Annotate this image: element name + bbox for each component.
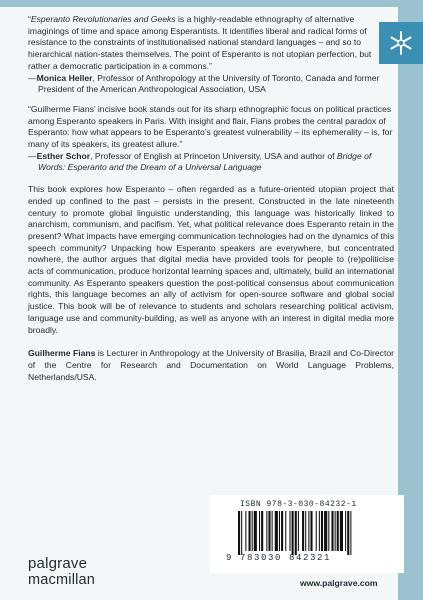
book-description: This book explores how Esperanto – often regarded as a future-oriented utopian project that ended up confined to the past – persists in the present. Constructed in the late nineteenth century to promote global linguistic understanding, this language was historically linked to anarchism, communism, and pacifism. Yet, what political relevance does Esperanto retain in the present? What impacts have emerging communication technologies had on the dynamics of this speech community? Unpacking how Esperanto speakers are everywhere, but concentrated nowhere, the author argues that digital media have provided tools for people to (re)politicise acts of communication, produce horizontal learning spaces and, ultimately, build an international community. As Esperanto speakers question the post-political consensus about communication rights, this language becomes an ally of activism for open-source software and global social justice. This book will be of relevance to students and scholars researching political activism, language use and community-building, as well as anyone with an interest in digital media more broadly. [28, 184, 394, 335]
dash: — [28, 72, 37, 83]
open-quote: “ [28, 14, 31, 24]
author-bio [28, 348, 394, 383]
endorsement-attribution [28, 151, 394, 174]
endorser-name: Esther Schor [36, 150, 91, 161]
top-color-bar [0, 0, 423, 7]
dash: — [28, 150, 37, 161]
endorsement-body: is a highly-readable ethnography of alternative imaginings of time and space among Esperantists. It identifies liberal and radical forms of resistance to the constraints of institutionalised national standard languages – and so to hierarchical nation-states themselves. The point of Esperanto is not utopian perfection, but rather a democratic participation in a commons.” [28, 14, 372, 71]
book-title: Esperanto Revolutionaries and Geeks [30, 14, 176, 24]
endorsement-attribution [28, 73, 394, 96]
publisher-url[interactable]: www.palgrave.com [300, 578, 378, 588]
publisher-name-line1: palgrave [28, 555, 88, 572]
barcode-digits: 9 783030 842321 [226, 553, 332, 563]
endorser-book-title: Bridge of Words: Esperanto and the Dream of a Universal Language [38, 150, 372, 173]
endorsement-text [28, 14, 394, 73]
endorser-role: , Professor of English at Princeton University, USA and author of [90, 150, 337, 161]
isbn-barcode [210, 495, 404, 573]
publisher-name-line2: macmillan [28, 572, 96, 588]
author-name: Guilherme Fians [28, 348, 96, 359]
back-cover-text [28, 14, 394, 383]
endorser-role: , Professor of Anthropology at the University of Toronto, Canada and former President of the American Anthropological Association, USA [38, 72, 380, 95]
publisher-logo [28, 556, 95, 588]
endorsement-heller [28, 14, 394, 96]
endorsement-text: “Guilherme Fians’ incisive book stands out for its sharp ethnographic focus on political practices among Esperanto speakers in Paris. With insight and flair, Fians probes the central paradox of Esperanto: how what appears to be Esperanto’s greatest vulnerability – its ephemerality – is, for many of its speakers, its greatest allure.” [28, 103, 393, 150]
author-bio-text: is Lecturer in Anthropology at the University of Brasilia, Brazil and Co-Director of the Centre for Research and Documentation on World Language Problems, Netherlands/USA. [28, 348, 394, 382]
endorser-name: Monica Heller [36, 72, 93, 83]
isbn-label: ISBN 978-3-030-84232-1 [240, 500, 357, 509]
endorsement-schor [28, 104, 394, 174]
